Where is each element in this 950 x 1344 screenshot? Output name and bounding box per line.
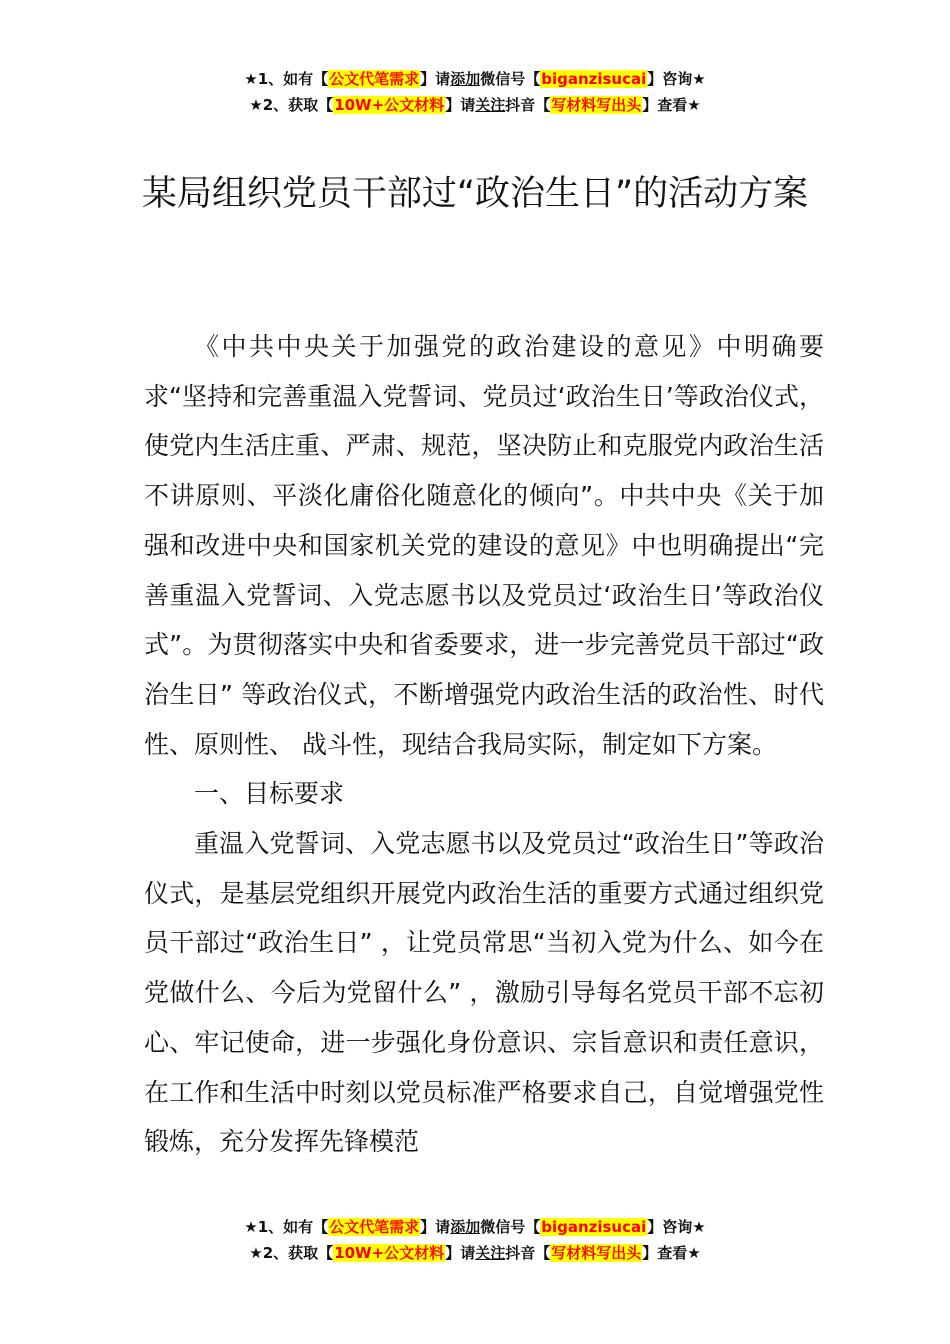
highlight-wechat-id: biganzisucai	[541, 1218, 647, 1236]
highlight-service: 公文代笔需求	[329, 70, 420, 88]
notice-line-1: ★1、如有【公文代笔需求】请添加微信号【biganzisucai】咨询★	[244, 1218, 706, 1236]
paragraph-goals: 重温入党誓词、入党志愿书以及党员过“政治生日”等政治仪式，是基层党组织开展党内政治生活的重要方式通过组织党员干部过“政治生日” ，让党员常思“当初入党为什么、如今在党做什么、今后为党留什么” ，激励引导每名党员干部不忘初心、牢记使命，进一步强化身份意识、宗旨意识和责任意识，在工作和生活中时刻以党员标准严格要求自己，自觉增强党性锻炼，充分发挥先锋模范	[144, 829, 824, 1157]
document-title: 某局组织党员干部过“政治生日”的活动方案	[141, 174, 809, 214]
notice-line-2: ★2、获取【10W+公文材料】请关注抖音【写材料写出头】查看★	[249, 96, 701, 114]
bottom-notice	[0, 1214, 950, 1266]
highlight-materials: 10W+公文材料	[334, 1244, 445, 1262]
highlight-douyin-account: 写材料写出头	[551, 1244, 642, 1262]
highlight-douyin-account: 写材料写出头	[551, 96, 642, 114]
highlight-service: 公文代笔需求	[329, 1218, 420, 1236]
highlight-wechat-id: biganzisucai	[541, 70, 647, 88]
section-heading-1: 一、目标要求	[194, 779, 345, 809]
document-body	[144, 322, 824, 1167]
notice-line-2: ★2、获取【10W+公文材料】请关注抖音【写材料写出头】查看★	[249, 1244, 701, 1262]
top-notice	[0, 66, 950, 118]
notice-line-1: ★1、如有【公文代笔需求】请添加微信号【biganzisucai】咨询★	[244, 70, 706, 88]
highlight-materials: 10W+公文材料	[334, 96, 445, 114]
paragraph-intro: 《中共中央关于加强党的政治建设的意见》中明确要求“坚持和完善重温入党誓词、党员过‘政治生日’等政治仪式，使党内生活庄重、严肃、规范，坚决防止和克服党内政治生活不讲原则、平淡化庸俗化随意化的倾向”。中共中央《关于加强和改进中央和国家机关党的建设的意见》中也明确提出“完善重温入党誓词、入党志愿书以及党员过‘政治生日’等政治仪式”。为贯彻落实中央和省委要求，进一步完善党员干部过“政治生日” 等政治仪式，不断增强党内政治生活的政治性、时代性、原则性、 战斗性，现结合我局实际，制定如下方案。	[144, 332, 824, 759]
